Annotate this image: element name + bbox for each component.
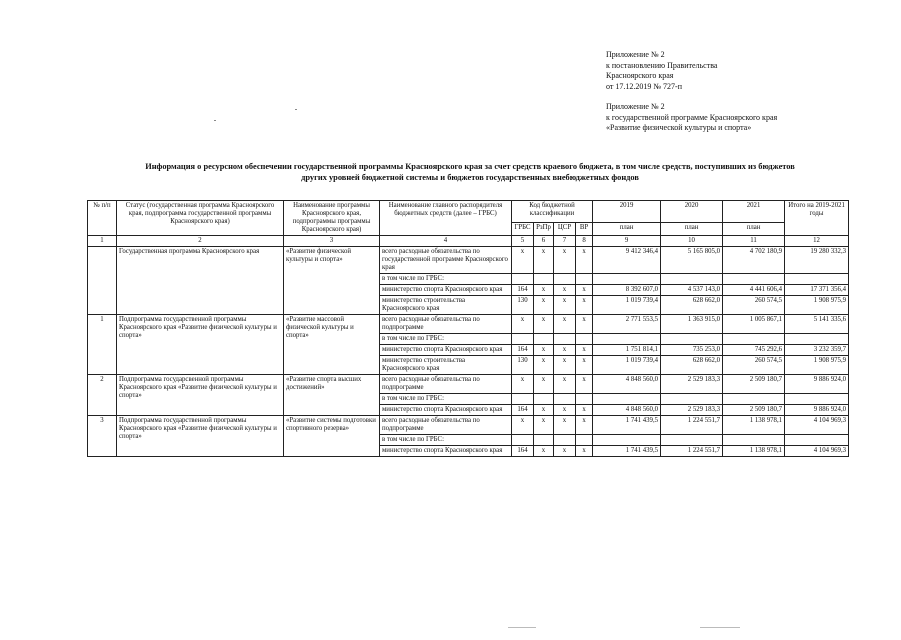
cell-status: Подпрограмма государственной программы Красноярского края «Развитие физической культуры и спорта» [117,416,284,457]
cell-2019: 1 741 439,5 [593,446,661,457]
header-grbs: ГРБС [512,223,534,236]
cell-2020 [661,435,723,446]
cell-rzpr [534,274,554,285]
cell-vr: х [576,375,593,394]
header-status: Статус (государственная программа Красноярского края, подпрограмма государственной программы Красноярского края) [117,201,284,236]
header-plan-2019: план [593,223,661,236]
cell-2020: 2 529 183,3 [661,405,723,416]
cell-csr: х [554,285,576,296]
cell-rzpr: х [534,375,554,394]
cell-vr: х [576,247,593,274]
cell-2020: 1 363 915,0 [661,315,723,334]
cell-grbs: 164 [512,285,534,296]
table-header-row [88,201,849,223]
appendix-program-line: к государственной программе Красноярского края [606,112,778,122]
cell-total: 1 908 975,9 [785,356,849,375]
document-title [80,162,860,183]
cell-grbs [512,435,534,446]
cell-program-name: «Развитие системы подготовки спортивного резерва» [284,416,380,457]
cell-2019: 9 412 346,4 [593,247,661,274]
cell-2020: 628 662,0 [661,356,723,375]
cell-num: 1 [88,315,117,375]
cell-csr [554,394,576,405]
cell-2021 [723,435,785,446]
cell-csr [554,435,576,446]
header-2021: 2021 [723,201,785,223]
cell-grbs: 164 [512,446,534,457]
cell-rzpr: х [534,285,554,296]
cell-grbs: х [512,416,534,435]
cell-grbs-name: в том числе по ГРБС: [380,394,512,405]
cell-2019: 4 848 560,0 [593,405,661,416]
cell-2021: 260 574,5 [723,296,785,315]
cell-2019 [593,274,661,285]
cell-grbs-name: министерство строительства Красноярского края [380,356,512,375]
cell-grbs [512,394,534,405]
cell-csr: х [554,405,576,416]
cell-rzpr: х [534,356,554,375]
cell-2021: 4 441 606,4 [723,285,785,296]
cell-grbs: 164 [512,345,534,356]
column-number: 8 [576,236,593,247]
cell-2020: 4 537 143,0 [661,285,723,296]
table-row [88,375,849,394]
header-budget-code: Код бюджетной классификации [512,201,593,223]
header-plan-2020: план [661,223,723,236]
cell-2019 [593,435,661,446]
cell-total: 17 371 356,4 [785,285,849,296]
cell-2019: 2 771 553,5 [593,315,661,334]
scan-speck [508,627,536,628]
header-csr: ЦСР [554,223,576,236]
cell-program-name: «Развитие массовой физической культуры и спорта» [284,315,380,375]
cell-2021: 1 005 867,1 [723,315,785,334]
column-number: 11 [723,236,785,247]
cell-2020: 1 224 551,7 [661,416,723,435]
cell-2021: 2 509 180,7 [723,375,785,394]
cell-program-name: «Развитие физической культуры и спорта» [284,247,380,315]
cell-rzpr [534,435,554,446]
appendix-date-line: от 17.12.2019 № 727-п [606,81,682,91]
header-rzpr: РзПр [534,223,554,236]
cell-grbs [512,334,534,345]
cell-csr: х [554,446,576,457]
resource-table [87,200,849,457]
title-line: Информация о ресурсном обеспечении государственной программы Красноярского края за счет средств краевого бюджета, в том числе средств, поступивших из бюджетов [145,162,795,171]
column-number: 9 [593,236,661,247]
cell-csr: х [554,247,576,274]
header-2019: 2019 [593,201,661,223]
cell-grbs-name: всего расходные обязательства по государственной программе Красноярского края [380,247,512,274]
cell-total [785,435,849,446]
appendix-label: Приложение № 2 [606,102,665,111]
table-row [88,315,849,334]
cell-grbs-name: всего расходные обязательства по подпрограмме [380,375,512,394]
cell-total: 9 886 924,0 [785,375,849,394]
cell-2019: 1 741 439,5 [593,416,661,435]
cell-grbs-name: министерство спорта Красноярского края [380,446,512,457]
cell-csr: х [554,356,576,375]
cell-grbs: 130 [512,296,534,315]
cell-2020: 735 253,0 [661,345,723,356]
appendix-program-name: «Развитие физической культуры и спорта» [606,123,752,132]
cell-2021: 4 702 180,9 [723,247,785,274]
cell-total: 4 104 969,3 [785,446,849,457]
cell-2019: 4 848 560,0 [593,375,661,394]
column-number: 5 [512,236,534,247]
cell-program-name: «Развитие спорта высших достижений» [284,375,380,416]
cell-2021: 2 509 180,7 [723,405,785,416]
cell-2021: 1 138 978,1 [723,446,785,457]
cell-rzpr: х [534,416,554,435]
cell-2021: 745 292,6 [723,345,785,356]
title-line: других уровней бюджетной системы и бюджетов государственных внебюджетных фондов [301,172,639,182]
cell-total: 4 104 969,3 [785,416,849,435]
scan-speck [214,120,216,121]
table-row [88,416,849,435]
cell-num: 3 [88,416,117,457]
cell-rzpr: х [534,405,554,416]
column-number: 4 [380,236,512,247]
cell-2021 [723,394,785,405]
cell-rzpr [534,334,554,345]
cell-rzpr: х [534,446,554,457]
cell-total: 19 280 332,3 [785,247,849,274]
cell-grbs: х [512,375,534,394]
cell-grbs-name: в том числе по ГРБС: [380,334,512,345]
cell-vr [576,394,593,405]
cell-2021: 1 138 978,1 [723,416,785,435]
cell-csr: х [554,375,576,394]
cell-vr: х [576,296,593,315]
cell-2020: 1 224 551,7 [661,446,723,457]
cell-grbs: х [512,247,534,274]
cell-rzpr: х [534,296,554,315]
cell-rzpr: х [534,345,554,356]
cell-2021 [723,274,785,285]
cell-csr [554,334,576,345]
cell-vr: х [576,446,593,457]
appendix-label: Приложение № 2 [606,50,665,59]
cell-2020 [661,274,723,285]
appendix-program-reference [606,102,777,134]
cell-2020 [661,334,723,345]
column-number: 7 [554,236,576,247]
cell-2020: 628 662,0 [661,296,723,315]
cell-2021: 260 574,5 [723,356,785,375]
cell-rzpr: х [534,247,554,274]
cell-grbs-name: министерство спорта Красноярского края [380,345,512,356]
scan-speck [700,627,740,628]
column-number: 10 [661,236,723,247]
cell-grbs-name: министерство спорта Красноярского края [380,405,512,416]
cell-total [785,274,849,285]
cell-csr: х [554,315,576,334]
cell-num: 2 [88,375,117,416]
cell-status: Подпрограмма государственной программы Красноярского края «Развитие физической культуры и спорта» [117,315,284,375]
cell-2020 [661,394,723,405]
cell-vr: х [576,315,593,334]
cell-total: 3 232 359,7 [785,345,849,356]
cell-vr: х [576,285,593,296]
cell-num [88,247,117,315]
cell-grbs-name: в том числе по ГРБС: [380,435,512,446]
cell-total [785,334,849,345]
cell-total: 1 908 975,9 [785,296,849,315]
column-number: 12 [785,236,849,247]
cell-2020: 2 529 183,3 [661,375,723,394]
cell-total: 9 886 924,0 [785,405,849,416]
cell-grbs-name: министерство строительства Красноярского края [380,296,512,315]
header-grbs-name: Наименование главного распорядителя бюджетных средств (далее – ГРБС) [380,201,512,236]
cell-vr: х [576,356,593,375]
cell-total: 5 141 335,6 [785,315,849,334]
cell-grbs: 130 [512,356,534,375]
column-number: 3 [284,236,380,247]
cell-2019 [593,394,661,405]
cell-vr [576,435,593,446]
cell-grbs-name: всего расходные обязательства по подпрограмме [380,416,512,435]
cell-csr: х [554,345,576,356]
cell-2019: 1 019 739,4 [593,296,661,315]
cell-grbs-name: всего расходные обязательства по подпрограмме [380,315,512,334]
cell-grbs-name: министерство спорта Красноярского края [380,285,512,296]
cell-grbs [512,274,534,285]
appendix-decree-reference [606,50,717,92]
cell-grbs-name: в том числе по ГРБС: [380,274,512,285]
cell-vr [576,274,593,285]
header-program-name: Наименование программы Красноярского края, подпрограммы программы Красноярского края) [284,201,380,236]
cell-total [785,394,849,405]
appendix-decree-line: к постановлению Правительства [606,60,718,70]
column-number: 6 [534,236,554,247]
cell-2019: 8 392 607,0 [593,285,661,296]
header-vr: ВР [576,223,593,236]
cell-csr [554,274,576,285]
cell-rzpr: х [534,315,554,334]
header-plan-2021: план [723,223,785,236]
cell-vr: х [576,416,593,435]
appendix-region-line: Красноярского края [606,71,674,80]
cell-2019 [593,334,661,345]
cell-2019: 1 751 814,1 [593,345,661,356]
cell-2021 [723,334,785,345]
cell-2019: 1 019 739,4 [593,356,661,375]
table-row [88,247,849,274]
column-number: 2 [117,236,284,247]
column-number-row [88,236,849,247]
cell-csr: х [554,296,576,315]
cell-status: Подпрограмма государсвенной программы Красноярского края «Развитие физической культуры и спорта» [117,375,284,416]
header-total: Итого на 2019-2021 годы [785,201,849,236]
cell-vr: х [576,345,593,356]
cell-csr: х [554,416,576,435]
cell-status: Государственная программа Красноярского края [117,247,284,315]
cell-2020: 5 165 805,0 [661,247,723,274]
header-2020: 2020 [661,201,723,223]
column-number: 1 [88,236,117,247]
scan-speck [295,109,297,110]
cell-rzpr [534,394,554,405]
cell-vr: х [576,405,593,416]
cell-vr [576,334,593,345]
cell-grbs: 164 [512,405,534,416]
header-num: № п/п [88,201,117,236]
cell-grbs: х [512,315,534,334]
